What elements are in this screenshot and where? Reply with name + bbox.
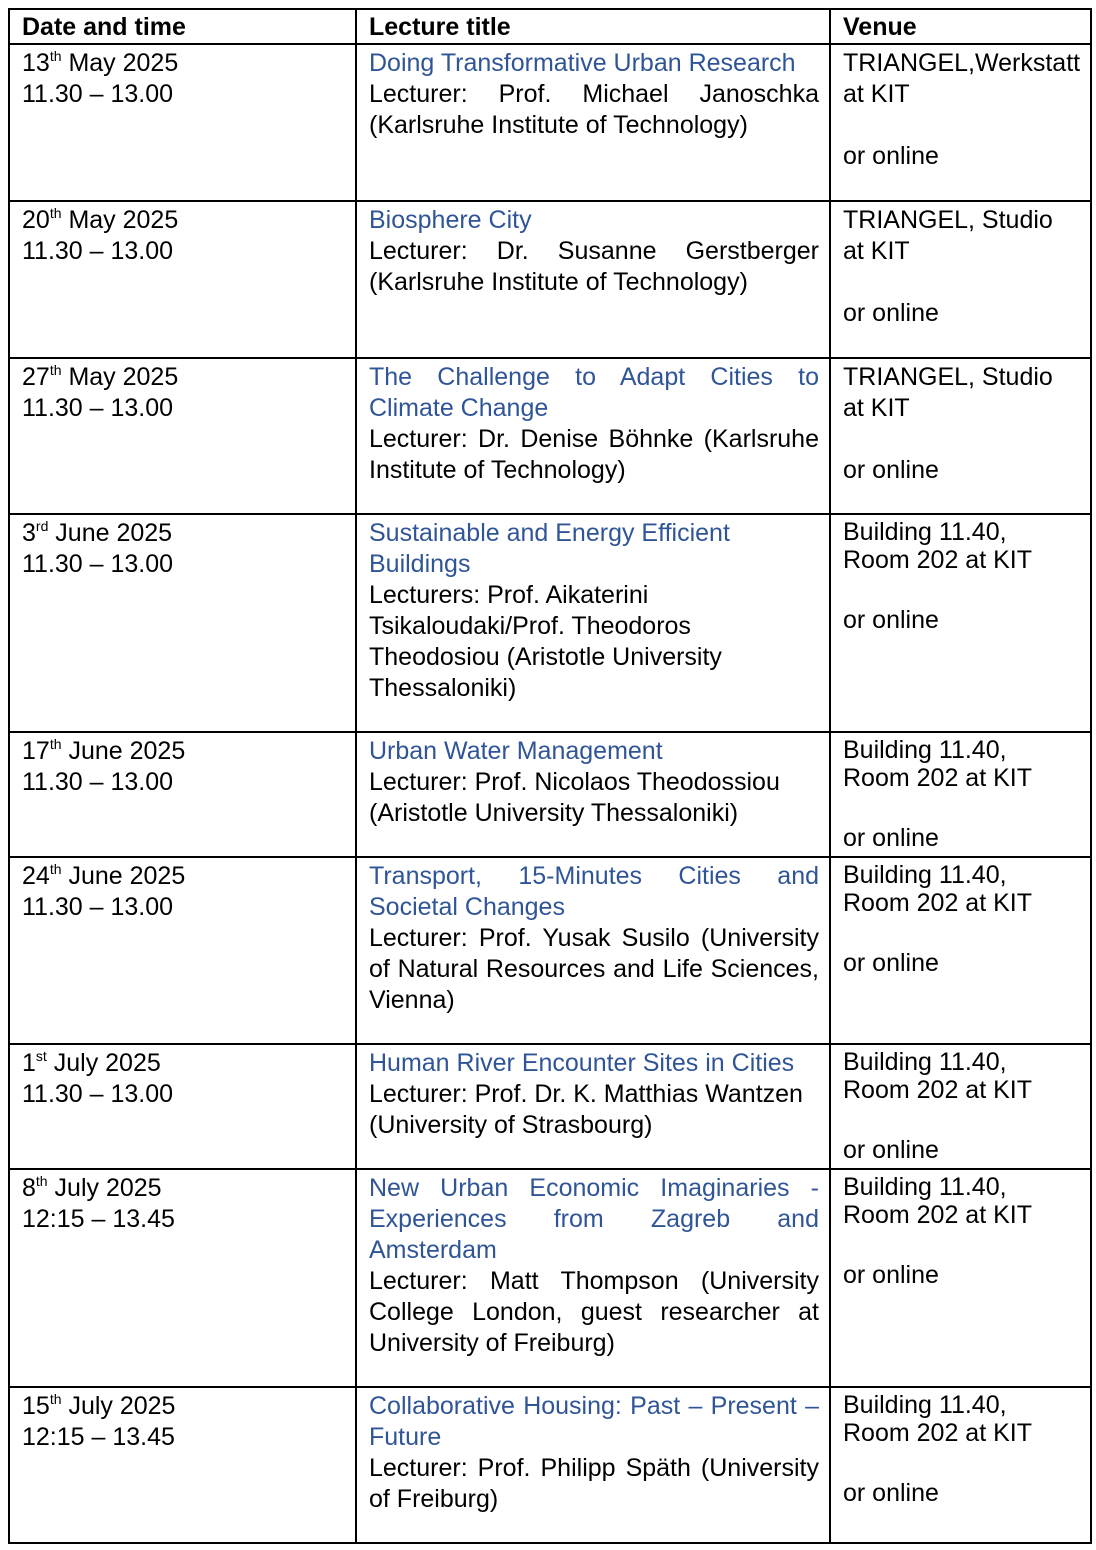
venue-cell	[830, 358, 1091, 514]
lecture-title: Sustainable and Energy Efficient Buildings	[369, 519, 730, 578]
day: 8	[22, 1174, 36, 1202]
lecturer: Lecturer: Prof. Philipp Späth (University of Freiburg)	[369, 1454, 819, 1513]
lecture-title: Biosphere City	[369, 206, 532, 234]
table-row	[9, 358, 1091, 514]
venue-cell	[830, 514, 1091, 732]
lecture-title: Human River Encounter Sites in Cities	[369, 1049, 795, 1077]
date-cell	[9, 1044, 356, 1169]
date-cell	[9, 358, 356, 514]
venue: TRIANGEL, Studio at KIT	[843, 206, 1053, 265]
header-venue: Venue	[830, 9, 1091, 44]
title-cell	[356, 857, 830, 1044]
date-cell	[9, 857, 356, 1044]
title-cell	[356, 514, 830, 732]
header-date: Date and time	[9, 9, 356, 44]
venue-cell	[830, 1169, 1091, 1387]
time: 11.30 – 13.00	[22, 550, 174, 578]
title-cell	[356, 44, 830, 201]
lecturer: Lecturer: Matt Thompson (University College London, guest researcher at University of Freiburg)	[369, 1267, 819, 1357]
online-option: or online	[843, 456, 939, 484]
title-cell	[356, 732, 830, 857]
venue-cell	[830, 201, 1091, 358]
time: 11.30 – 13.00	[22, 768, 174, 796]
online-option: or online	[843, 1479, 939, 1507]
venue: Building 11.40, Room 202 at KIT	[843, 736, 1032, 792]
venue: Building 11.40, Room 202 at KIT	[843, 861, 1032, 917]
time: 12:15 – 13.45	[22, 1205, 175, 1233]
ordinal: th	[49, 861, 62, 877]
title-cell	[356, 1169, 830, 1387]
title-cell	[356, 1387, 830, 1543]
lecturer: Lecturer: Prof. Michael Janoschka (Karlsruhe Institute of Technology)	[369, 80, 819, 139]
ordinal: th	[49, 736, 62, 752]
title-cell	[356, 1044, 830, 1169]
online-option: or online	[843, 824, 939, 852]
table-row	[9, 44, 1091, 201]
table-row	[9, 1169, 1091, 1387]
month-year: June 2025	[48, 519, 173, 547]
venue: Building 11.40, Room 202 at KIT	[843, 1391, 1032, 1447]
date-cell	[9, 514, 356, 732]
day: 24	[22, 862, 50, 890]
online-option: or online	[843, 1136, 939, 1164]
month-year: June 2025	[61, 862, 186, 890]
venue: TRIANGEL, Studio at KIT	[843, 363, 1053, 422]
ordinal: th	[49, 205, 62, 221]
venue-cell	[830, 1044, 1091, 1169]
month-year: May 2025	[61, 206, 179, 234]
lecturer: Lecturers: Prof. Aikaterini Tsikaloudaki/Prof. Theodoros Theodosiou (Aristotle University Thessaloniki)	[369, 581, 722, 702]
lecture-title: Collaborative Housing: Past – Present – Future	[369, 1392, 819, 1451]
time: 11.30 – 13.00	[22, 1080, 174, 1108]
title-cell	[356, 358, 830, 514]
ordinal: th	[49, 362, 62, 378]
lecture-title: Transport, 15-Minutes Cities and Societal Changes	[369, 862, 819, 921]
month-year: July 2025	[47, 1174, 162, 1202]
month-year: May 2025	[61, 363, 179, 391]
header-row	[9, 9, 1091, 44]
ordinal: th	[49, 48, 62, 64]
date-cell	[9, 732, 356, 857]
venue: TRIANGEL,Werkstatt at KIT	[843, 49, 1081, 108]
venue-cell	[830, 857, 1091, 1044]
table-row	[9, 1044, 1091, 1169]
date-cell	[9, 1387, 356, 1543]
lecturer: Lecturer: Dr. Susanne Gerstberger (Karlsruhe Institute of Technology)	[369, 237, 819, 296]
day: 3	[22, 519, 36, 547]
day: 20	[22, 206, 50, 234]
ordinal: st	[35, 1048, 47, 1064]
venue: Building 11.40, Room 202 at KIT	[843, 518, 1032, 574]
month-year: July 2025	[61, 1392, 176, 1420]
lecture-title: New Urban Economic Imaginaries - Experiences from Zagreb and Amsterdam	[369, 1174, 819, 1264]
online-option: or online	[843, 949, 939, 977]
date-cell	[9, 44, 356, 201]
ordinal: rd	[35, 518, 49, 534]
day: 17	[22, 737, 50, 765]
venue: Building 11.40, Room 202 at KIT	[843, 1048, 1032, 1104]
time: 11.30 – 13.00	[22, 237, 174, 265]
date-cell	[9, 201, 356, 358]
ordinal: th	[35, 1173, 48, 1189]
lecturer: Lecturer: Dr. Denise Böhnke (Karlsruhe Institute of Technology)	[369, 425, 819, 484]
lecturer: Lecturer: Prof. Dr. K. Matthias Wantzen (University of Strasbourg)	[369, 1080, 803, 1139]
table-row	[9, 514, 1091, 732]
time: 11.30 – 13.00	[22, 80, 174, 108]
venue-cell	[830, 1387, 1091, 1543]
online-option: or online	[843, 1261, 939, 1289]
venue-cell	[830, 44, 1091, 201]
date-cell	[9, 1169, 356, 1387]
table-row	[9, 201, 1091, 358]
lecture-title: Doing Transformative Urban Research	[369, 49, 796, 77]
lecture-schedule-table	[8, 8, 1092, 1544]
title-cell	[356, 201, 830, 358]
month-year: May 2025	[61, 49, 179, 77]
time: 11.30 – 13.00	[22, 394, 174, 422]
month-year: June 2025	[61, 737, 186, 765]
header-title: Lecture title	[356, 9, 830, 44]
day: 13	[22, 49, 50, 77]
day: 15	[22, 1392, 50, 1420]
schedule-container	[8, 8, 1092, 1544]
ordinal: th	[49, 1391, 62, 1407]
lecturer: Lecturer: Prof. Yusak Susilo (University of Natural Resources and Life Sciences, Vienna)	[369, 924, 819, 1014]
day: 27	[22, 363, 50, 391]
table-row	[9, 857, 1091, 1044]
lecturer: Lecturer: Prof. Nicolaos Theodossiou (Aristotle University Thessaloniki)	[369, 768, 780, 827]
online-option: or online	[843, 299, 939, 327]
lecture-title: The Challenge to Adapt Cities to Climate Change	[369, 363, 819, 422]
venue: Building 11.40, Room 202 at KIT	[843, 1173, 1032, 1229]
time: 11.30 – 13.00	[22, 893, 174, 921]
table-row	[9, 732, 1091, 857]
online-option: or online	[843, 606, 939, 634]
lecture-title: Urban Water Management	[369, 737, 663, 765]
time: 12:15 – 13.45	[22, 1423, 175, 1451]
table-row	[9, 1387, 1091, 1543]
venue-cell	[830, 732, 1091, 857]
month-year: July 2025	[46, 1049, 161, 1077]
day: 1	[22, 1049, 36, 1077]
online-option: or online	[843, 142, 939, 170]
